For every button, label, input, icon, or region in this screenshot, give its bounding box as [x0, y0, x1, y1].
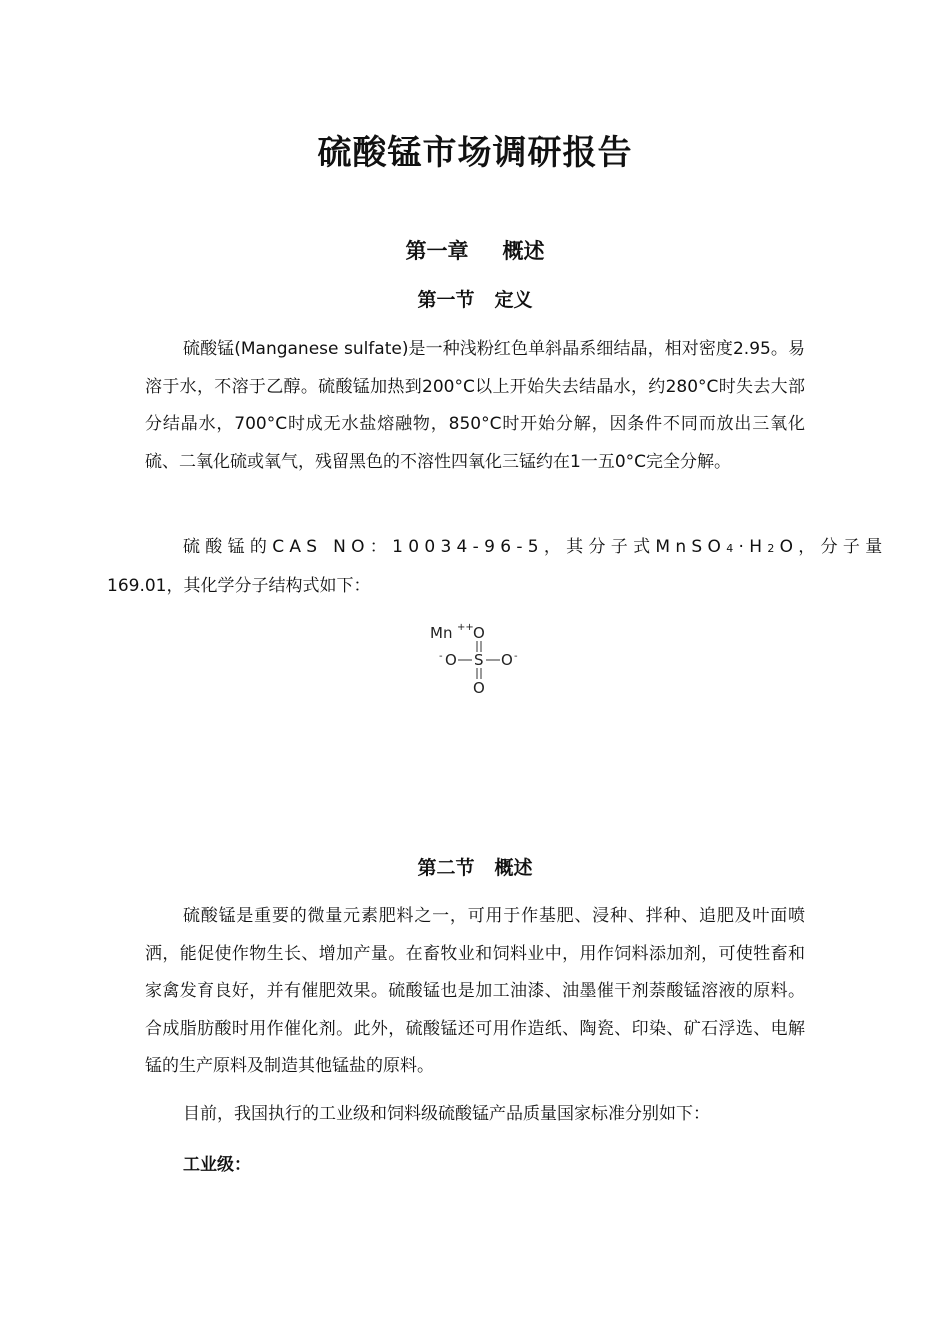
section-name: 概述 [494, 857, 533, 879]
industrial-grade-label: 工业级： [183, 1155, 251, 1175]
section-number: 第一节 [417, 289, 475, 311]
document-title: 硫酸锰市场调研报告 [317, 133, 633, 173]
formula-minus-left: - [439, 651, 443, 662]
manganese-sulfate-structure [420, 616, 540, 700]
cas-line: 硫酸锰的CAS NO：10034-96-5，其分子式MnSO4·H2O，分子量 [183, 537, 888, 557]
formula-minus-right: - [514, 651, 518, 662]
formula-o-left: O [445, 651, 457, 669]
formula-o-top: O [473, 624, 485, 642]
chapter-heading [0, 236, 950, 266]
chapter-name: 概述 [502, 239, 545, 263]
cas-paragraph [107, 529, 888, 605]
section-heading-overview [0, 853, 950, 883]
molecular-weight-line: 169.01，其化学分子结构式如下： [107, 575, 371, 596]
section-heading-definition [0, 285, 950, 315]
definition-paragraph: 硫酸锰(Manganese sulfate)是一种浅粉红色单斜晶系细结晶，相对密度2.95。易溶于水，不溶于乙醇。硫酸锰加热到200°C以上开始失去结晶水，约280°C时失去大部分结晶水，700°C时成无水盐熔融物，850°C时开始分解，因条件不同而放出三氧化硫、二氧化硫或氧气，残留黑色的不溶性四氧化三锰约在1一五0°C完全分解。 [145, 339, 805, 472]
overview-paragraph: 硫酸锰是重要的微量元素肥料之一，可用于作基肥、浸种、拌种、追肥及叶面喷洒，能促使作物生长、增加产量。在畜牧业和饲料业中，用作饲料添加剂，可使牲畜和家禽发育良好，并有催肥效果。硫酸锰也是加工油漆、油墨催干剂萘酸锰溶液的原料。合成脂肪酸时用作催化剂。此外，硫酸锰还可用作造纸、陶瓷、印染、矿石浮选、电解锰的生产原料及制造其他锰盐的原料。 [145, 906, 805, 1076]
formula-charge: ++ [457, 622, 474, 633]
formula-s: S [474, 651, 484, 669]
formula-o-bottom: O [473, 679, 485, 697]
standards-paragraph: 目前，我国执行的工业级和饲料级硫酸锰产品质量国家标准分别如下： [183, 1104, 710, 1124]
section-name: 定义 [494, 289, 533, 311]
formula-mn: Mn [430, 624, 453, 642]
formula-o-right: O [501, 651, 513, 669]
section-number: 第二节 [417, 857, 475, 879]
chapter-number: 第一章 [405, 239, 469, 263]
